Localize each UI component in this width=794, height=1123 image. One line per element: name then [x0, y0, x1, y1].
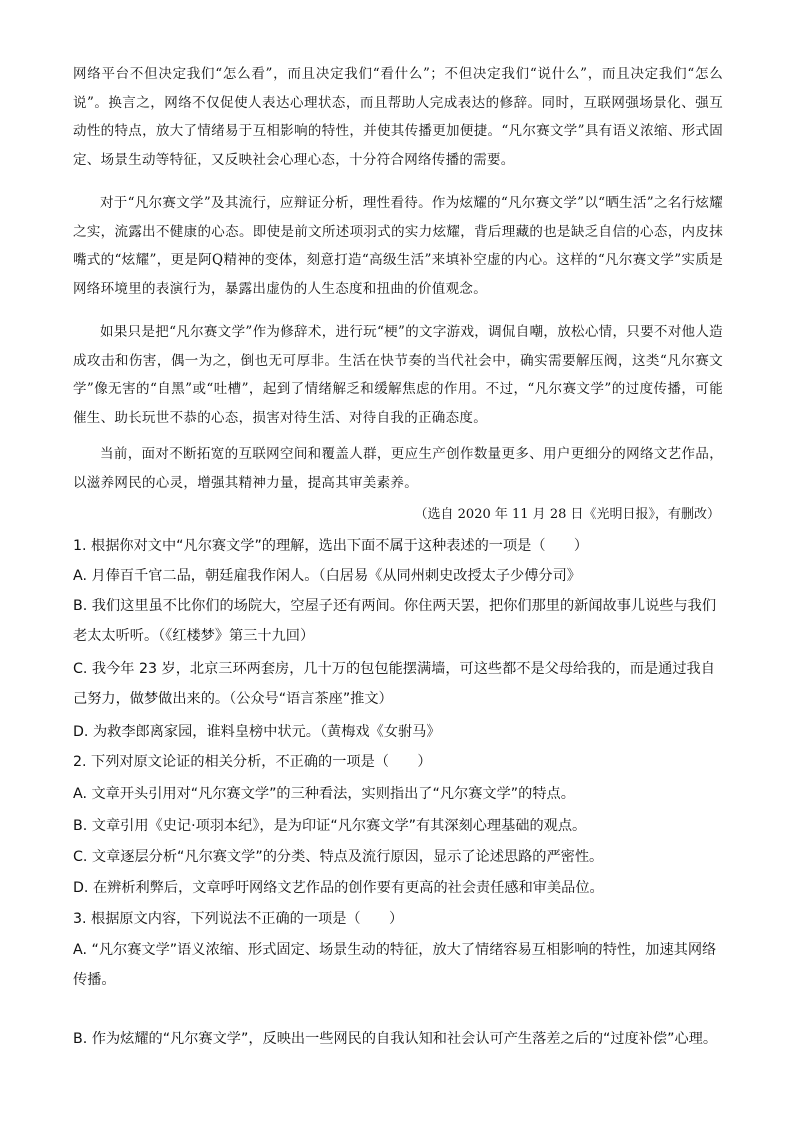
article-paragraph-2: 对于“凡尔赛文学”及其流行，应辩证分析，理性看待。作为炫耀的“凡尔赛文学”以“晒生活”之名行炫耀之实，流露出不健康的心态。即使是前文所述项羽式的实力炫耀，背后理藏的也是缺乏自信的心态，内皮抹嘴式的“炫耀”，更是阿Q精神的变体，刻意打造“高级生活”来填补空虚的内心。这样的“凡尔赛文学”实质是网络环境里的表演行为，暴露出虚伪的人生态度和扭曲的价值观念。 — [73, 195, 723, 297]
question-3-stem: 3. 根据原文内容，下列说法不正确的一项是（ ） — [73, 911, 404, 927]
question-3-option-a: A. “凡尔赛文学”语义浓缩、形式固定、场景生动的特征，放大了情绪容易互相影响的特性，加速其网络传播。 — [73, 942, 717, 988]
question-2-stem: 2. 下列对原文论证的相关分析，不正确的一项是（ ） — [73, 754, 432, 770]
article-paragraph-4: 当前，面对不断拓宽的互联网空间和覆盖人群，更应生产创作数量更多、用户更细分的网络文艺作品，以滋养网民的心灵，增强其精神力量，提高其审美素养。 — [73, 446, 723, 491]
question-3-option-b: B. 作为炫耀的“凡尔赛文学”，反映出一些网民的自我认知和社会认可产生落差之后的“过度补偿”心理。 — [73, 1031, 718, 1047]
question-1-option-a: A. 月俸百千官二品，朝廷雇我作闲人。（白居易《从同州刺史改授太子少傅分司》 — [73, 568, 581, 584]
question-2-option-c: C. 文章逐层分析“凡尔赛文学”的分类、特点及流行原因，显示了论述思路的严密性。 — [73, 849, 604, 865]
article-source: （选自 2020 年 11 月 28 日《光明日报》，有删改） — [414, 507, 720, 522]
question-1-option-d: D. 为救李郎离家园，谁料皇榜中状元。（黄梅戏《女驸马》 — [73, 724, 441, 740]
article-paragraph-1: 网络平台不但决定我们“怎么看”，而且决定我们“看什么”；不但决定我们“说什么”，而且决定我们“怎么说”。换言之，网络不仅促使人表达心理状态，而且帮助人完成表达的修辞。同时，互联网强场景化、强互动性的特点，放大了情绪易于互相影响的特性，并使其传播更加便捷。“凡尔赛文学”具有语义浓缩、形式固定、场景生动等特征，又反映社会心理心态，十分符合网络传播的需要。 — [73, 66, 723, 168]
article-paragraph-3: 如果只是把“凡尔赛文学”作为修辞术，进行玩“梗”的文字游戏，调侃自嘲，放松心情，只要不对他人造成攻击和伤害，偶一为之，倒也无可厚非。生活在快节奏的当代社会中，确实需要解压阀，这类“凡尔赛文学”像无害的“自黑”或“吐槽”，起到了情绪解乏和缓解焦虑的作用。不过，“凡尔赛文学”的过度传播，可能催生、助长玩世不恭的心态，损害对待生活、对待自我的正确态度。 — [73, 324, 723, 426]
question-2-option-b: B. 文章引用《史记·项羽本纪》，是为印证“凡尔赛文学”有其深刻心理基础的观点。 — [73, 818, 587, 834]
question-2-option-a: A. 文章开头引用对“凡尔赛文学”的三种看法，实则指出了“凡尔赛文学”的特点。 — [73, 786, 575, 802]
question-1-option-c: C. 我今年 23 岁，北京三环两套房，几十万的包包能摆满墙，可这些都不是父母给我的，而是通过我自己努力，做梦做出来的。（公众号“语言茶座”推文） — [73, 661, 715, 707]
question-1-stem: 1. 根据你对文中“凡尔赛文学”的理解，选出下面不属于这种表述的一项是（ ） — [73, 538, 589, 554]
question-1-option-b: B. 我们这里虽不比你们的场院大，空屋子还有两间。你住两天罢，把你们那里的新闻故事儿说些与我们老太太听听。（《红楼梦》第三十九回） — [73, 598, 717, 644]
question-2-option-d: D. 在辨析利弊后，文章呼吁网络文艺作品的创作要有更高的社会责任感和审美品位。 — [73, 880, 604, 896]
